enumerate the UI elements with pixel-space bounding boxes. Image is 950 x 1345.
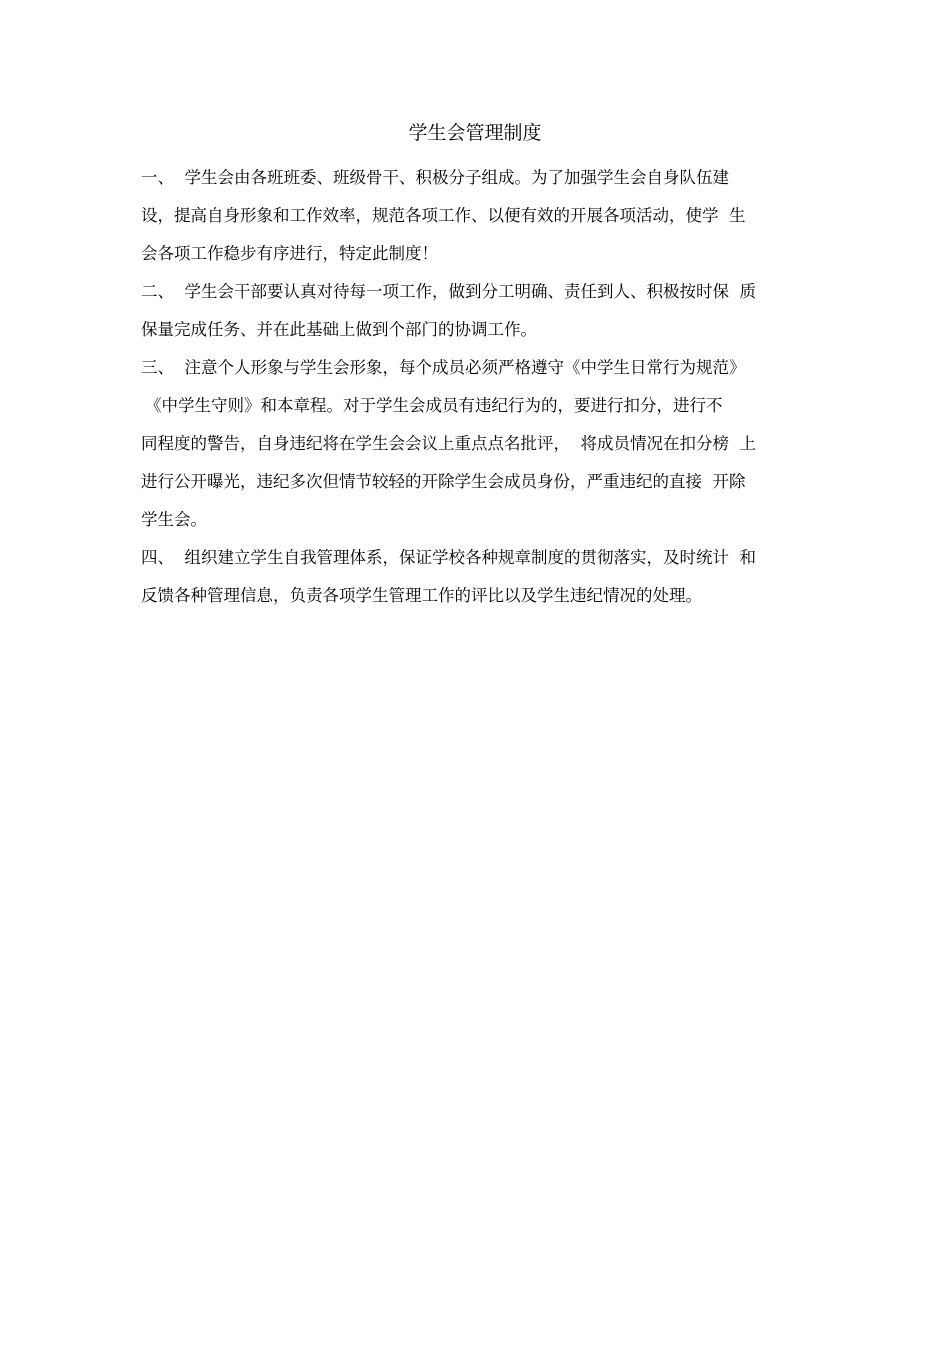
body-line: 三、 注意个人形象与学生会形象，每个成员必须严格遵守《中学生日常行为规范》 [141, 358, 746, 377]
body-line: 会各项工作稳步有序进行，特定此制度！ [141, 244, 438, 263]
document-title: 学生会管理制度 [408, 122, 542, 144]
body-line: 保量完成任务、并在此基础上做到个部门的协调工作。 [141, 320, 537, 339]
body-line: 同程度的警告，自身违纪将在学生会会议上重点点名批评， 将成员情况在扣分榜 上 [141, 434, 756, 453]
body-line: 《中学生守则》和本章程。对于学生会成员有违纪行为的，要进行扣分，进行不 [145, 396, 723, 415]
body-line: 反馈各种管理信息，负责各项学生管理工作的评比以及学生违纪情况的处理。 [141, 586, 702, 605]
body-line: 学生会。 [141, 510, 207, 529]
body-line: 四、 组织建立学生自我管理体系，保证学校各种规章制度的贯彻落实，及时统计 和 [141, 548, 756, 567]
body-line: 设，提高自身形象和工作效率，规范各项工作、以便有效的开展各项活动，使学 生 [141, 206, 746, 225]
body-line: 二、 学生会干部要认真对待每一项工作，做到分工明确、责任到人、积极按时保 质 [141, 282, 756, 301]
body-line: 一、 学生会由各班班委、班级骨干、积极分子组成。为了加强学生会自身队伍建 [141, 168, 729, 187]
body-line: 进行公开曝光，违纪多次但情节较轻的开除学生会成员身份，严重违纪的直接 开除 [141, 472, 746, 491]
